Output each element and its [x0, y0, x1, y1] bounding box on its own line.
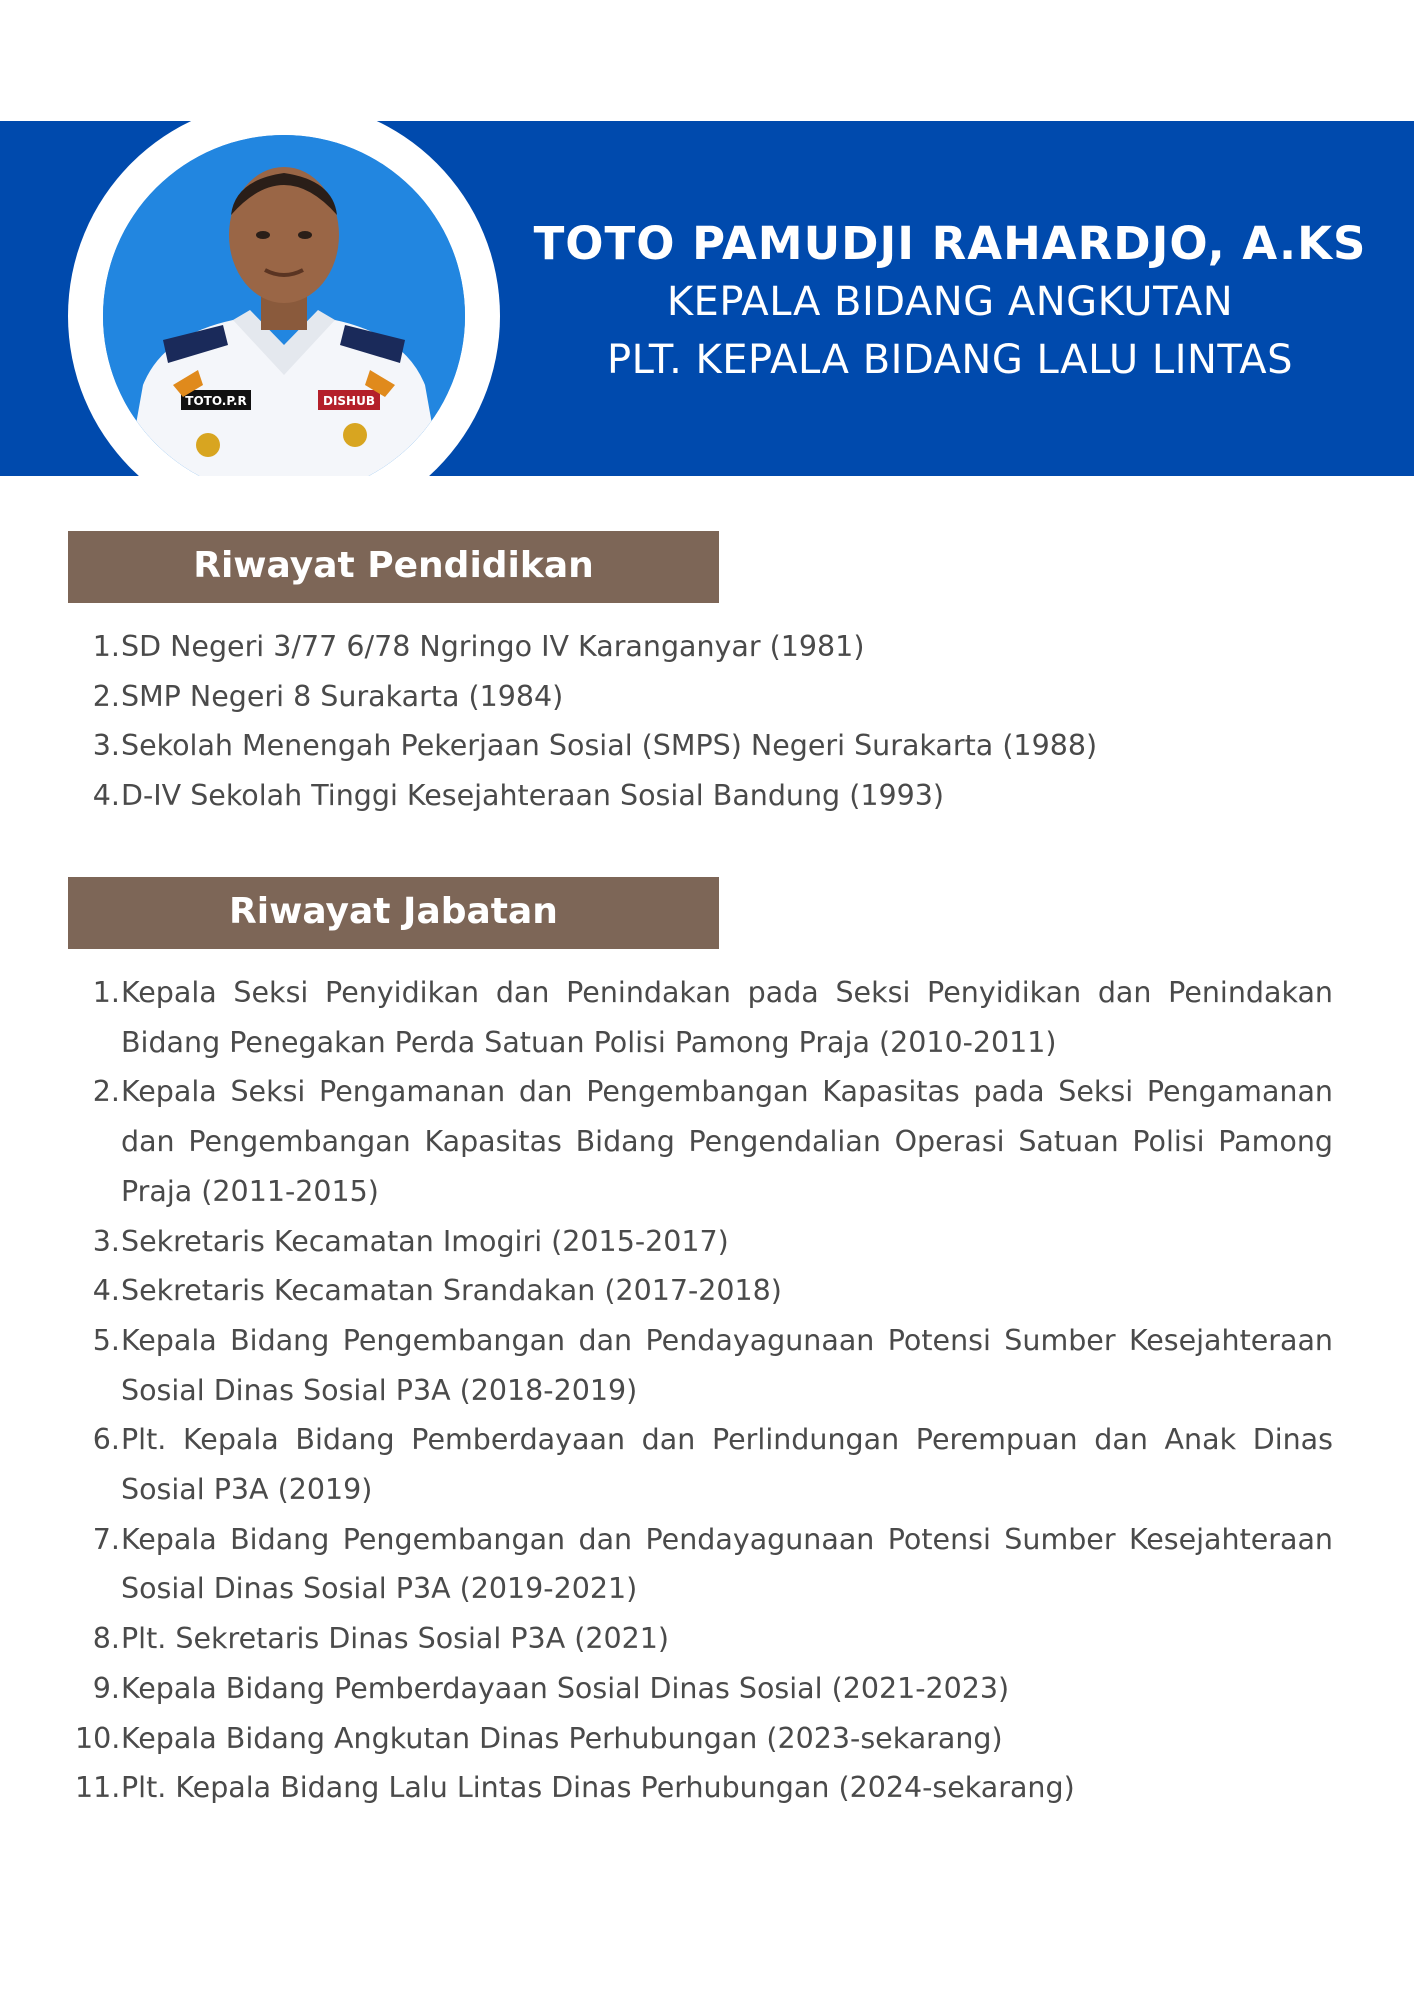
list-item — [75, 1266, 1333, 1316]
list-item-text: SD Negeri 3/77 6/78 Ngringo IV Karanganyar (1981) — [121, 630, 865, 663]
list-item-text: SMP Negeri 8 Surakarta (1984) — [121, 679, 564, 713]
list-item-number: 6. — [92, 1423, 120, 1457]
list-item-number: 3. — [92, 729, 120, 763]
list-item-number: 10. — [75, 1721, 121, 1755]
list-item-number: 9. — [92, 1671, 120, 1705]
role-secondary: PLT. KEPALA BIDANG LALU LINTAS — [607, 337, 1293, 383]
list-item-number: 5. — [92, 1323, 120, 1357]
list-item — [75, 968, 1333, 1067]
list-item-number: 2. — [92, 679, 120, 713]
photo-name-tag: TOTO.P.R — [185, 394, 247, 408]
list-item — [75, 771, 1333, 821]
header-text — [520, 215, 1380, 389]
list-item-number: 2. — [92, 1075, 120, 1109]
list-item-text: Sekretaris Kecamatan Srandakan (2017-2018) — [121, 1274, 782, 1308]
list-item — [75, 1316, 1333, 1415]
positions-list — [75, 968, 1333, 1813]
list-item-text: Kepala Bidang Pemberdayaan Sosial Dinas Sosial (2021-2023) — [121, 1671, 1010, 1705]
education-section-title: Riwayat Pendidikan — [68, 531, 719, 603]
list-item — [75, 721, 1333, 771]
banner-bottom-edge — [0, 476, 1414, 536]
list-item-number: 1. — [92, 630, 120, 663]
list-item — [75, 672, 1333, 722]
list-item-number: 4. — [92, 779, 120, 813]
list-item-text: Kepala Bidang Pengembangan dan Pendayagunaan Potensi Sumber Kesejahteraan Sosial Dinas Sosial P3A (2018-2019) — [121, 1323, 1333, 1407]
list-item-text: Kepala Bidang Angkutan Dinas Perhubungan (2023-sekarang) — [121, 1721, 1003, 1755]
list-item-text: D-IV Sekolah Tinggi Kesejahteraan Sosial Bandung (1993) — [121, 779, 944, 813]
photo-badge-text: DISHUB — [322, 394, 376, 408]
role-primary: KEPALA BIDANG ANGKUTAN — [666, 279, 1234, 325]
list-item — [75, 1614, 1333, 1664]
list-item-text: Kepala Bidang Pengembangan dan Pendayagunaan Potensi Sumber Kesejahteraan Sosial Dinas Sosial P3A (2019-2021) — [121, 1522, 1333, 1606]
list-item-text: Kepala Seksi Pengamanan dan Pengembangan Kapasitas pada Seksi Pengamanan dan Pengembangan Kapasitas Bidang Pengendalian Operasi Satuan Polisi Pamong Praja (2011-2015) — [121, 1075, 1333, 1208]
positions-section-title: Riwayat Jabatan — [68, 877, 719, 949]
list-item-number: 3. — [92, 1224, 120, 1258]
list-item — [75, 1664, 1333, 1714]
list-item — [75, 1067, 1333, 1216]
list-item-number: 11. — [75, 1771, 121, 1805]
list-item — [75, 1763, 1333, 1813]
profile-photo — [103, 135, 465, 497]
list-item-number: 8. — [92, 1622, 120, 1656]
list-item — [75, 1515, 1333, 1614]
officer-portrait-illustration — [103, 135, 465, 497]
list-item — [75, 1217, 1333, 1267]
list-item — [75, 622, 1333, 672]
list-item-text: Sekretaris Kecamatan Imogiri (2015-2017) — [121, 1224, 729, 1258]
list-item-text: Plt. Kepala Bidang Lalu Lintas Dinas Perhubungan (2024-sekarang) — [121, 1771, 1075, 1805]
person-name: TOTO PAMUDJI RAHARDJO, A.KS — [533, 217, 1367, 270]
list-item-text: Sekolah Menengah Pekerjaan Sosial (SMPS) Negeri Surakarta (1988) — [121, 729, 1098, 763]
list-item — [75, 1415, 1333, 1514]
list-item-number: 7. — [92, 1522, 120, 1556]
list-item-text: Plt. Sekretaris Dinas Sosial P3A (2021) — [121, 1622, 670, 1656]
list-item-number: 4. — [92, 1274, 120, 1308]
list-item — [75, 1714, 1333, 1764]
education-list — [75, 622, 1333, 821]
list-item-text: Kepala Seksi Penyidikan dan Penindakan pada Seksi Penyidikan dan Penindakan Bidang Penegakan Perda Satuan Polisi Pamong Praja (2010-2011) — [121, 976, 1333, 1059]
profile-photo-frame — [68, 100, 500, 532]
list-item-text: Plt. Kepala Bidang Pemberdayaan dan Perlindungan Perempuan dan Anak Dinas Sosial P3A (2019) — [121, 1423, 1333, 1507]
list-item-number: 1. — [92, 976, 120, 1009]
